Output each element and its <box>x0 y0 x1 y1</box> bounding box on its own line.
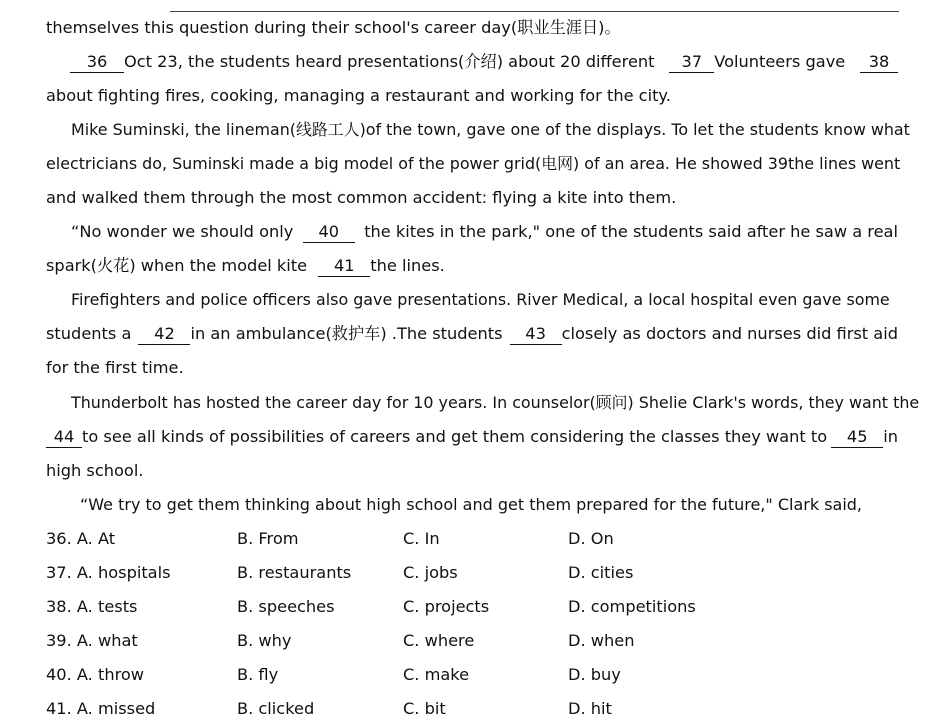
blank-44: 44 <box>46 427 82 448</box>
option-c: C. make <box>403 665 470 684</box>
option-d: D. cities <box>568 563 634 582</box>
option-c: C. jobs <box>403 563 458 582</box>
passage-text: and walked them through the most common accident: flying a kite into them. <box>46 188 677 207</box>
blank-41: 41 <box>318 256 370 277</box>
option-a: 36. A. At <box>46 529 116 548</box>
blank-36: 36 <box>70 52 124 73</box>
passage-text: Firefighters and police officers also gave presentations. River Medical, a local hospital even gave some <box>71 290 890 309</box>
option-a: 37. A. hospitals <box>46 563 171 582</box>
paragraph-1-line-2 <box>46 79 898 113</box>
passage-text: closely as doctors and nurses did first aid <box>561 324 898 343</box>
option-b: B. clicked <box>237 699 315 716</box>
passage-text: high school. <box>46 461 144 480</box>
option-d: D. buy <box>568 665 621 684</box>
option-c: C. where <box>403 631 475 650</box>
question-37-options <box>46 556 898 590</box>
question-39-options <box>46 624 898 658</box>
option-d: D. On <box>568 529 614 548</box>
passage-text: electricians do, Suminski made a big model of the power grid(电网) of an area. He showed 39the lines went <box>46 154 901 173</box>
paragraph-2-line-1 <box>46 113 910 147</box>
option-a: 39. A. what <box>46 631 138 650</box>
blank-38: 38 <box>860 52 898 73</box>
option-c: C. bit <box>403 699 446 716</box>
paragraph-3-line-1 <box>46 215 898 249</box>
question-38-options <box>46 590 898 624</box>
passage-text: spark(火花) when the model kite <box>46 256 308 275</box>
option-b: B. speeches <box>237 597 335 616</box>
paragraph-2-line-3 <box>46 181 898 215</box>
question-41-options <box>46 692 898 716</box>
passage-text: themselves this question during their school's career day(职业生涯日)。 <box>46 18 621 37</box>
passage-text: to see all kinds of possibilities of careers and get them considering the classes they want to <box>82 427 828 446</box>
option-a: 41. A. missed <box>46 699 156 716</box>
passage-text: Oct 23, the students heard presentations(介绍) about 20 different <box>124 52 655 71</box>
passage-text: “No wonder we should only <box>71 222 294 241</box>
option-d: D. when <box>568 631 635 650</box>
passage-text: Thunderbolt has hosted the career day for 10 years. In counselor(顾问) Shelie Clark's words, they want the <box>71 393 920 412</box>
passage-text: students a <box>46 324 132 343</box>
option-c: C. In <box>403 529 440 548</box>
paragraph-4-line-1 <box>46 283 898 317</box>
blank-43: 43 <box>510 324 562 345</box>
passage-text: the kites in the park," one of the students said after he saw a real <box>364 222 898 241</box>
blank-42: 42 <box>138 324 190 345</box>
option-b: B. fly <box>237 665 279 684</box>
blank-40: 40 <box>303 222 355 243</box>
blank-37: 37 <box>669 52 714 73</box>
paragraph-3-line-2 <box>46 249 898 283</box>
paragraph-4-line-2 <box>46 317 898 351</box>
paragraph-5-line-1 <box>46 386 920 420</box>
passage-text: Mike Suminski, the lineman(线路工人)of the town, gave one of the displays. To let the students know what <box>71 120 910 139</box>
passage-text: in <box>883 427 898 446</box>
option-a: 40. A. throw <box>46 665 145 684</box>
option-b: B. From <box>237 529 299 548</box>
passage-text: about fighting fires, cooking, managing a restaurant and working for the city. <box>46 86 671 105</box>
question-36-options <box>46 522 898 556</box>
passage-line-1 <box>46 11 898 45</box>
paragraph-1-line-1 <box>46 45 898 79</box>
paragraph-5-line-2 <box>46 420 898 454</box>
question-40-options <box>46 658 898 692</box>
paragraph-6-line-1 <box>46 488 898 522</box>
paragraph-2-line-2 <box>46 147 901 181</box>
passage-text: Volunteers gave <box>714 52 846 71</box>
option-d: D. competitions <box>568 597 696 616</box>
blank-45: 45 <box>831 427 883 448</box>
passage-text: in an ambulance(救护车) .The students <box>190 324 503 343</box>
passage-text: “We try to get them thinking about high school and get them prepared for the future," Clark said, <box>80 495 863 514</box>
option-b: B. why <box>237 631 292 650</box>
option-b: B. restaurants <box>237 563 352 582</box>
option-d: D. hit <box>568 699 612 716</box>
option-c: C. projects <box>403 597 490 616</box>
paragraph-5-line-3 <box>46 454 898 488</box>
passage-text: for the first time. <box>46 358 184 377</box>
option-a: 38. A. tests <box>46 597 138 616</box>
paragraph-4-line-3 <box>46 351 898 385</box>
passage-text: the lines. <box>370 256 445 275</box>
